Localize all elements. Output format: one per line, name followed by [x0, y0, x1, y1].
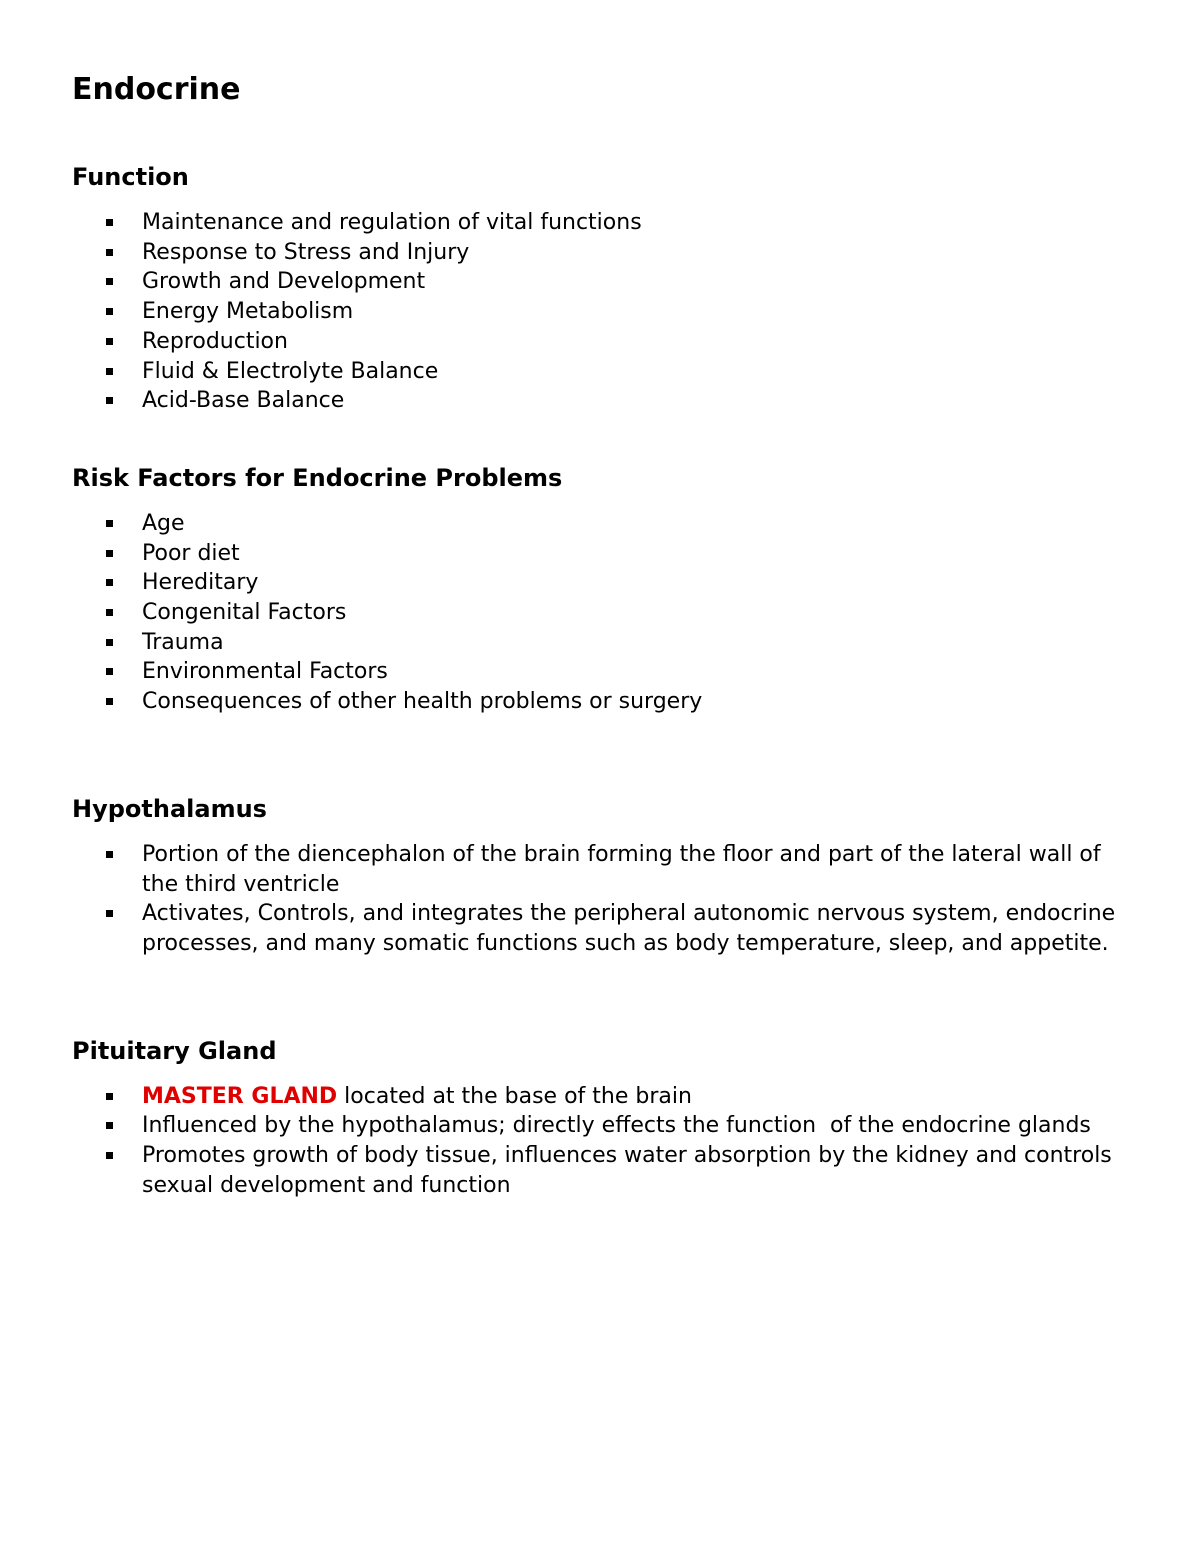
square-bullet-icon	[106, 910, 113, 917]
list-item	[72, 598, 1128, 628]
list-item-text: Portion of the diencephalon of the brain forming the floor and part of the lateral wall of the third ventricle	[142, 841, 1101, 897]
list-item-text: Fluid & Electrolyte Balance	[142, 358, 439, 384]
square-bullet-icon	[106, 368, 113, 375]
square-bullet-icon	[106, 698, 113, 705]
list-item-text: Maintenance and regulation of vital functions	[142, 210, 642, 235]
list-item	[72, 840, 1128, 899]
square-bullet-icon	[106, 397, 113, 404]
square-bullet-icon	[106, 668, 113, 675]
hypothalamus-list	[72, 840, 1128, 959]
list-item-text: Acid-Base Balance	[142, 388, 345, 414]
list-item	[72, 509, 1128, 539]
list-item-text: Promotes growth of body tissue, influences water absorption by the kidney and controls sexual development and function	[142, 1143, 1112, 1198]
list-item-text: Activates, Controls, and integrates the peripheral autonomic nervous system, endocrine processes, and many somatic functions such as body temperature, sleep, and appetite.	[142, 901, 1116, 956]
list-item	[72, 628, 1128, 658]
list-item	[72, 1111, 1128, 1141]
list-item-text: Environmental Factors	[142, 659, 388, 685]
list-item-text: Energy Metabolism	[142, 299, 354, 325]
square-bullet-icon	[106, 1152, 113, 1159]
square-bullet-icon	[106, 609, 113, 616]
square-bullet-icon	[106, 639, 113, 646]
square-bullet-icon	[106, 520, 113, 527]
list-item-text: Poor diet	[142, 540, 240, 566]
list-item-text: Influenced by the hypothalamus; directly effects the function of the endocrine glands	[142, 1113, 1091, 1139]
square-bullet-icon	[106, 579, 113, 586]
list-item-text: Congenital Factors	[142, 600, 347, 626]
square-bullet-icon	[106, 338, 113, 345]
square-bullet-icon	[106, 851, 113, 858]
list-item	[72, 208, 1128, 238]
list-item-text: Hereditary	[142, 570, 259, 596]
list-item-text: Growth and Development	[142, 269, 426, 295]
section-heading-pituitary: Pituitary Gland	[72, 1036, 277, 1065]
section-heading-function: Function	[72, 163, 189, 191]
list-item	[72, 386, 1128, 416]
list-item	[72, 539, 1128, 569]
master-gland-highlight: MASTER GLAND	[142, 1083, 338, 1109]
list-item	[72, 357, 1128, 387]
list-item-text: Age	[142, 510, 185, 536]
pituitary-list	[72, 1082, 1128, 1201]
list-item	[72, 267, 1128, 297]
square-bullet-icon	[106, 1093, 113, 1100]
section-heading-risk-factors: Risk Factors for Endocrine Problems	[72, 463, 563, 492]
list-item	[72, 327, 1128, 357]
list-item-text: located at the base of the brain	[337, 1083, 692, 1109]
list-item-text: Consequences of other health problems or surgery	[142, 689, 703, 715]
list-item	[72, 297, 1128, 327]
square-bullet-icon	[106, 1122, 113, 1129]
risk-factors-list	[72, 509, 1128, 717]
list-item	[72, 568, 1128, 598]
square-bullet-icon	[106, 249, 113, 256]
list-item	[72, 657, 1128, 687]
list-item	[72, 238, 1128, 268]
list-item	[72, 1141, 1128, 1200]
list-item	[72, 899, 1128, 958]
document-title: Endocrine	[72, 72, 241, 107]
list-item	[72, 1082, 1128, 1112]
list-item-text: Reproduction	[142, 328, 288, 354]
list-item-text: Trauma	[142, 629, 224, 655]
square-bullet-icon	[106, 550, 113, 557]
function-list	[72, 208, 1128, 416]
square-bullet-icon	[106, 278, 113, 285]
list-item	[72, 687, 1128, 717]
document-page	[72, 68, 1128, 1200]
section-heading-hypothalamus: Hypothalamus	[72, 794, 267, 823]
square-bullet-icon	[106, 219, 113, 226]
list-item-text: Response to Stress and Injury	[142, 239, 470, 265]
square-bullet-icon	[106, 308, 113, 315]
